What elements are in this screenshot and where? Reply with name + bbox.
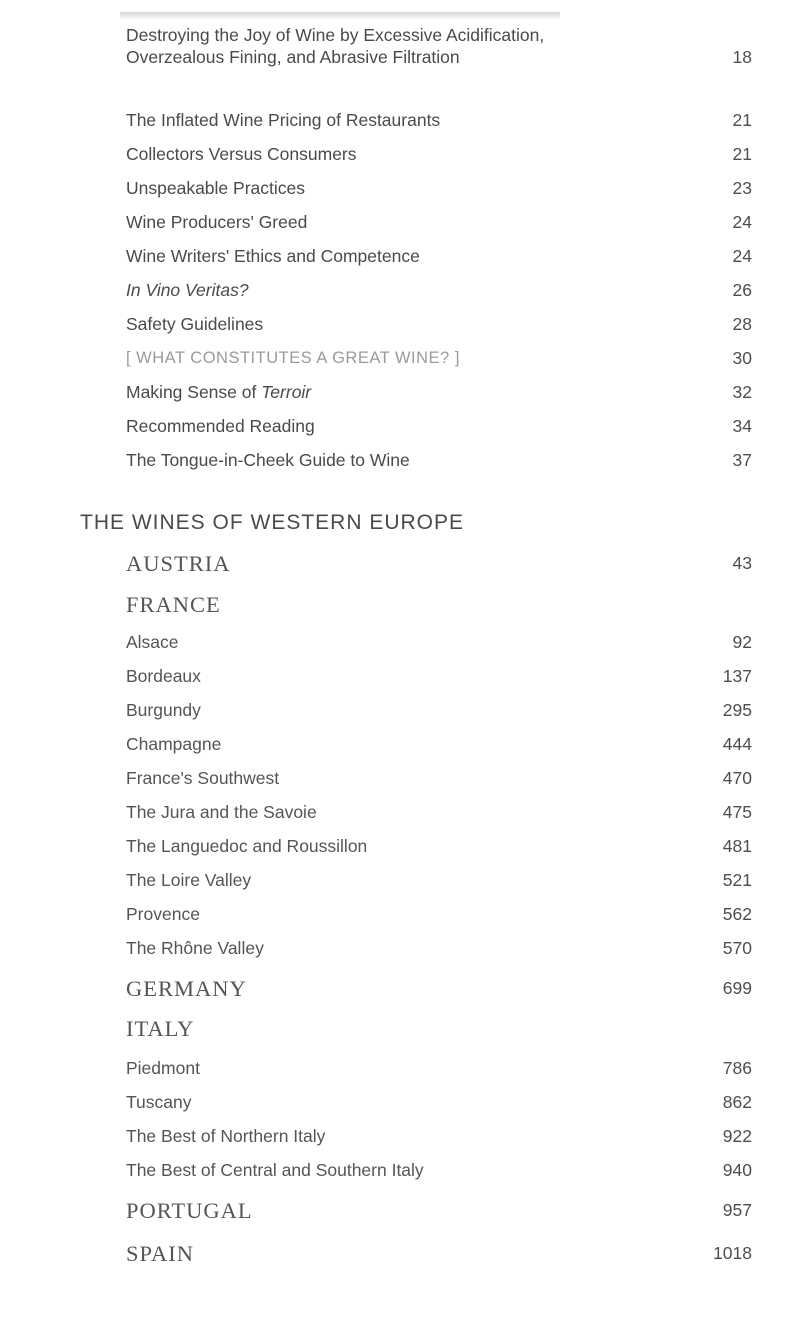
toc-region-page: 940 bbox=[722, 1160, 752, 1180]
toc-country-france[interactable] bbox=[126, 594, 752, 615]
toc-region-northern-italy[interactable] bbox=[126, 1126, 752, 1147]
toc-entry-producers-greed[interactable] bbox=[126, 212, 752, 233]
toc-region-title: The Best of Northern Italy bbox=[126, 1126, 326, 1146]
toc-region-page: 470 bbox=[722, 768, 752, 788]
toc-region-title: The Languedoc and Roussillon bbox=[126, 836, 368, 856]
toc-entry-writers-ethics[interactable] bbox=[126, 246, 752, 267]
toc-entry-title: Destroying the Joy of Wine by Excessive Acidification, Overzealous Fining, and Abrasive Filtration bbox=[126, 25, 545, 67]
toc-country-germany[interactable] bbox=[126, 978, 752, 999]
toc-region-title: The Loire Valley bbox=[126, 870, 252, 890]
toc-entry-safety[interactable] bbox=[126, 314, 752, 335]
toc-region-page: 562 bbox=[722, 904, 752, 924]
toc-region-bordeaux[interactable] bbox=[126, 666, 752, 687]
toc-entry-unspeakable[interactable] bbox=[126, 178, 752, 199]
toc-entry-tongue-in-cheek[interactable] bbox=[126, 450, 752, 471]
toc-region-page: 444 bbox=[722, 734, 752, 754]
toc-entry-title: The Inflated Wine Pricing of Restaurants bbox=[126, 110, 441, 130]
toc-region-languedoc[interactable] bbox=[126, 836, 752, 857]
toc-country-spain[interactable] bbox=[126, 1243, 752, 1264]
toc-region-jura-savoie[interactable] bbox=[126, 802, 752, 823]
toc-region-title: Provence bbox=[126, 904, 200, 924]
toc-region-central-southern-italy[interactable] bbox=[126, 1160, 752, 1181]
toc-region-page: 521 bbox=[722, 870, 752, 890]
toc-entry-page: 24 bbox=[732, 212, 752, 232]
toc-entry-page: 21 bbox=[732, 144, 752, 164]
toc-region-page: 137 bbox=[722, 666, 752, 686]
toc-region-title: Alsace bbox=[126, 632, 179, 652]
toc-region-page: 481 bbox=[722, 836, 752, 856]
toc-entry-title: Wine Producers' Greed bbox=[126, 212, 308, 232]
toc-region-loire[interactable] bbox=[126, 870, 752, 891]
toc-entry-page: 18 bbox=[732, 47, 752, 67]
toc-entry-inflated-pricing[interactable] bbox=[126, 110, 752, 131]
toc-entry-title: Wine Writers' Ethics and Competence bbox=[126, 246, 420, 266]
toc-country-title: SPAIN bbox=[126, 1241, 194, 1266]
toc-region-page: 295 bbox=[722, 700, 752, 720]
toc-country-portugal[interactable] bbox=[126, 1200, 752, 1221]
toc-region-page: 862 bbox=[722, 1092, 752, 1112]
toc-region-title: Champagne bbox=[126, 734, 222, 754]
toc-entry-page: 21 bbox=[732, 110, 752, 130]
toc-country-title: FRANCE bbox=[126, 592, 221, 617]
toc-entry-title: Unspeakable Practices bbox=[126, 178, 305, 198]
toc-region-title: The Best of Central and Southern Italy bbox=[126, 1160, 424, 1180]
toc-entry-great-wine[interactable] bbox=[126, 348, 752, 369]
toc-entry-title: The Tongue-in-Cheek Guide to Wine bbox=[126, 450, 410, 470]
toc-region-rhone[interactable] bbox=[126, 938, 752, 959]
toc-region-title: Piedmont bbox=[126, 1058, 200, 1078]
toc-region-champagne[interactable] bbox=[126, 734, 752, 755]
toc-entry-destroying-joy[interactable] bbox=[126, 24, 752, 68]
toc-region-southwest[interactable] bbox=[126, 768, 752, 789]
toc-entry-title-emphasis: Terroir bbox=[261, 382, 312, 402]
toc-country-page: 43 bbox=[732, 553, 752, 573]
toc-region-title: France's Southwest bbox=[126, 768, 280, 788]
toc-entry-title: Recommended Reading bbox=[126, 416, 315, 436]
toc-entry-collectors[interactable] bbox=[126, 144, 752, 165]
toc-country-page: 1018 bbox=[713, 1243, 752, 1263]
toc-entry-page: 32 bbox=[732, 382, 752, 402]
toc-region-title: Tuscany bbox=[126, 1092, 192, 1112]
toc-entry-title: Safety Guidelines bbox=[126, 314, 264, 334]
toc-entry-title: In Vino Veritas? bbox=[126, 280, 249, 300]
toc-entry-page: 23 bbox=[732, 178, 752, 198]
toc-entry-title: [ WHAT CONSTITUTES A GREAT WINE? ] bbox=[126, 349, 460, 367]
toc-entry-title: Collectors Versus Consumers bbox=[126, 144, 357, 164]
toc-region-page: 475 bbox=[722, 802, 752, 822]
toc-country-title: AUSTRIA bbox=[126, 551, 231, 576]
toc-country-page: 699 bbox=[722, 978, 752, 998]
toc-region-alsace[interactable] bbox=[126, 632, 752, 653]
toc-region-piedmont[interactable] bbox=[126, 1058, 752, 1079]
toc-country-title: PORTUGAL bbox=[126, 1198, 253, 1223]
toc-country-title: ITALY bbox=[126, 1016, 195, 1041]
toc-entry-page: 24 bbox=[732, 246, 752, 266]
toc-entry-page: 28 bbox=[732, 314, 752, 334]
toc-region-page: 570 bbox=[722, 938, 752, 958]
toc-entry-page: 34 bbox=[732, 416, 752, 436]
toc-region-title: Burgundy bbox=[126, 700, 201, 720]
section-heading: THE WINES OF WESTERN EUROPE bbox=[80, 511, 465, 534]
toc-region-burgundy[interactable] bbox=[126, 700, 752, 721]
toc-region-title: The Jura and the Savoie bbox=[126, 802, 317, 822]
toc-country-italy[interactable] bbox=[126, 1018, 752, 1039]
toc-country-page: 957 bbox=[722, 1200, 752, 1220]
toc-region-tuscany[interactable] bbox=[126, 1092, 752, 1113]
toc-country-austria[interactable] bbox=[126, 553, 752, 574]
toc-entry-page: 26 bbox=[732, 280, 752, 300]
toc-entry-title-prefix: Making Sense of bbox=[126, 382, 262, 402]
toc-entry-page: 30 bbox=[732, 348, 752, 368]
toc-entry-terroir[interactable] bbox=[126, 382, 752, 403]
toc-entry-title bbox=[126, 382, 311, 403]
toc-entry-in-vino-veritas[interactable] bbox=[126, 280, 752, 301]
toc-region-page: 922 bbox=[722, 1126, 752, 1146]
toc-region-provence[interactable] bbox=[126, 904, 752, 925]
toc-region-page: 786 bbox=[722, 1058, 752, 1078]
toc-entry-page: 37 bbox=[732, 450, 752, 470]
toc-region-page: 92 bbox=[732, 632, 752, 652]
toc-region-title: The Rhône Valley bbox=[126, 938, 264, 958]
toc-region-title: Bordeaux bbox=[126, 666, 201, 686]
toc-entry-recommended-reading[interactable] bbox=[126, 416, 752, 437]
toc-country-title: GERMANY bbox=[126, 976, 247, 1001]
scan-edge-shadow bbox=[120, 12, 560, 20]
